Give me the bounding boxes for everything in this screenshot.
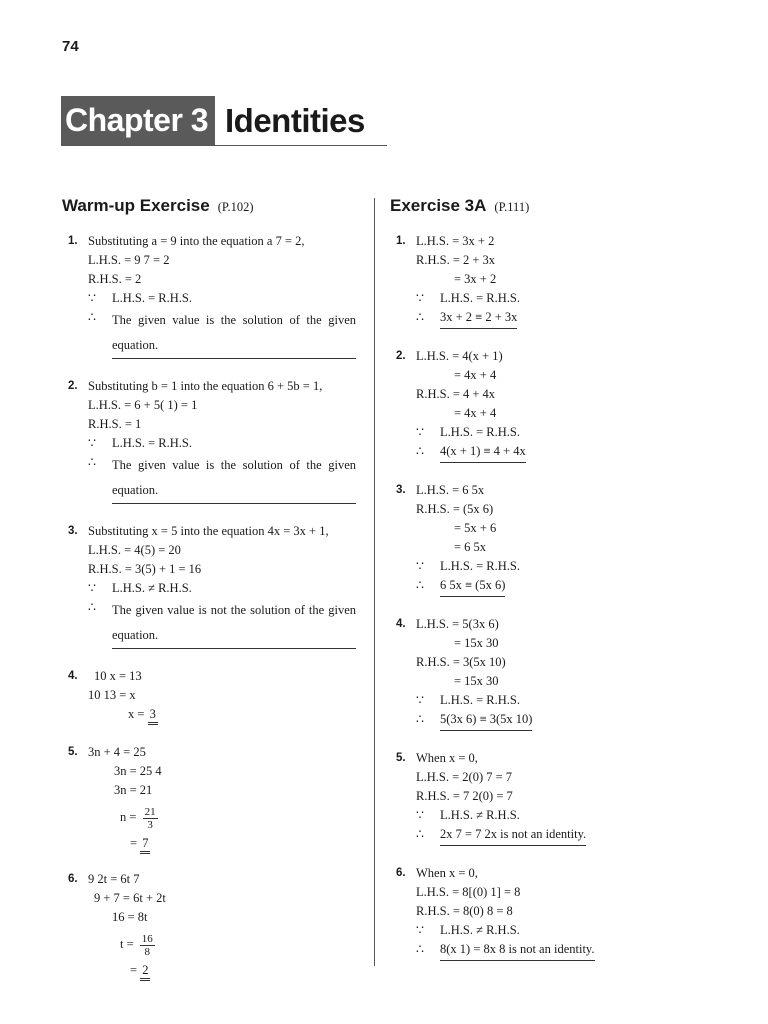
therefore-symbol: ∴ [416,712,424,726]
page-number: 74 [62,38,79,55]
because-symbol: ∵ [416,693,424,707]
solution-line: = 4x + 4 [454,368,497,382]
because-symbol: ∵ [416,291,424,305]
therefore-line [416,442,680,463]
solution-line: L.H.S. = 5(3x 6) [416,617,499,631]
solution-line: 3n + 4 = 25 [88,745,146,759]
because-symbol: ∵ [416,425,424,439]
solution-line: Substituting b = 1 into the equation 6 + 5b = 1, [88,379,323,393]
solution-line: L.H.S. = 3x + 2 [416,234,495,248]
question-number: 2. [68,380,78,392]
because-text: L.H.S. = R.H.S. [112,291,192,305]
chapter-label: Chapter 3 [61,96,215,145]
question-number: 1. [68,235,78,247]
solution-line: L.H.S. = 2(0) 7 = 7 [416,770,513,784]
exercise-q4 [390,615,680,731]
equals-sign: = [130,836,138,850]
because-symbol: ∵ [416,559,424,573]
therefore-line [88,308,362,359]
therefore-line [416,710,680,731]
because-text: L.H.S. = R.H.S. [440,693,520,707]
chapter-title: Identities [225,102,365,139]
question-number: 6. [68,873,78,885]
solution-line [88,961,362,981]
exercise-q3 [390,481,680,597]
solution-line: 9 2t = 6t 7 [88,872,140,886]
because-text: L.H.S. = R.H.S. [440,291,520,305]
warmup-page-ref: (P.102) [217,200,254,214]
because-text: L.H.S. = R.H.S. [440,559,520,573]
therefore-line [416,308,680,329]
fraction-denominator: 3 [147,818,153,831]
warmup-q5 [62,743,362,854]
because-text: L.H.S. = R.H.S. [440,425,520,439]
because-line [416,691,680,710]
solution-line: 3n = 21 [114,783,153,797]
fraction [143,806,158,831]
because-line [88,434,362,453]
warmup-title: Warm-up Exercise [62,196,210,215]
conclusion-text: 8(x 1) = 8x 8 is not an identity. [440,940,595,961]
because-line [416,423,680,442]
because-symbol: ∵ [88,436,96,450]
question-number: 4. [68,670,78,682]
exercise-q2 [390,347,680,463]
solution-line: L.H.S. = 6 5x [416,483,485,497]
therefore-symbol: ∴ [88,310,96,324]
because-symbol: ∵ [88,291,96,305]
final-answer: 2 [140,963,150,981]
fraction-denominator: 8 [144,945,151,958]
exercise-3a-page-ref: (P.111) [494,200,530,214]
solution-line: R.H.S. = (5x 6) [416,502,494,516]
therefore-line [416,940,680,961]
because-symbol: ∵ [416,808,424,822]
therefore-line [88,453,362,504]
therefore-line [416,576,680,597]
solution-line [88,834,362,854]
final-answer: 3 [148,707,158,725]
solution-line: When x = 0, [416,866,478,880]
because-line [416,806,680,825]
solution-line: = 4x + 4 [454,406,497,420]
therefore-line [88,598,362,649]
conclusion-text: The given value is the solution of the given equation. [112,308,356,359]
therefore-symbol: ∴ [416,942,424,956]
warmup-q3 [62,522,362,649]
exercise-3a-title: Exercise 3A [390,196,487,215]
column-divider [374,198,375,966]
solution-line: R.H.S. = 7 2(0) = 7 [416,789,513,803]
therefore-symbol: ∴ [416,827,424,841]
because-text: L.H.S. ≠ R.H.S. [440,923,520,937]
warmup-q6 [62,870,362,981]
because-line [416,921,680,940]
question-number: 3. [396,484,406,496]
equation-lhs: n = [120,810,137,824]
because-text: L.H.S. = R.H.S. [112,436,192,450]
therefore-symbol: ∴ [416,444,424,458]
exercise-q1 [390,232,680,329]
exercise-q5 [390,749,680,846]
conclusion-text: The given value is not the solution of the given equation. [112,598,356,649]
conclusion-text: 2x 7 = 7 2x is not an identity. [440,825,586,846]
solution-line: 10 x = 13 [94,669,142,683]
question-number: 5. [68,746,78,758]
because-line [416,289,680,308]
warmup-q1 [62,232,362,359]
fraction-numerator: 16 [141,932,153,945]
solution-line: = 3x + 2 [454,272,497,286]
because-text: L.H.S. ≠ R.H.S. [112,581,192,595]
solution-line: L.H.S. = 8[(0) 1] = 8 [416,885,521,899]
because-symbol: ∵ [416,923,424,937]
solution-line: = 15x 30 [454,674,499,688]
conclusion-text: The given value is the solution of the given equation. [112,453,356,504]
solution-line: Substituting a = 9 into the equation a 7 = 2, [88,234,305,248]
because-line [88,579,362,598]
solution-line: = 5x + 6 [454,521,497,535]
solution-line: R.H.S. = 2 + 3x [416,253,496,267]
therefore-symbol: ∴ [88,455,96,469]
because-symbol: ∵ [88,581,96,595]
conclusion-text: 3x + 2 ≡ 2 + 3x [440,308,517,329]
warmup-column [62,196,362,981]
because-text: L.H.S. ≠ R.H.S. [440,808,520,822]
final-answer: 7 [140,836,150,854]
question-number: 4. [396,618,406,630]
fraction-numerator: 21 [144,805,156,818]
solution-line: When x = 0, [416,751,478,765]
therefore-symbol: ∴ [416,310,424,324]
solution-line: = 15x 30 [454,636,499,650]
conclusion-text: 6 5x ≡ (5x 6) [440,576,505,597]
warmup-heading [62,196,362,220]
conclusion-text: 4(x + 1) ≡ 4 + 4x [440,442,526,463]
exercise-3a-heading [390,196,680,220]
chapter-rule [61,145,387,146]
question-number: 3. [68,525,78,537]
solution-line: Substituting x = 5 into the equation 4x = 3x + 1, [88,524,329,538]
solution-line [88,800,362,834]
solution-line: L.H.S. = 9 7 = 2 [88,253,170,267]
solution-line: = 6 5x [454,540,487,554]
solution-line: 10 13 = x [88,688,136,702]
solution-line: R.H.S. = 4 + 4x [416,387,496,401]
fraction [140,933,155,958]
because-line [88,289,362,308]
therefore-symbol: ∴ [88,600,96,614]
solution-line [88,705,362,725]
solution-line: R.H.S. = 2 [88,272,142,286]
equals-sign: = [130,963,138,977]
solution-line: 9 + 7 = 6t + 2t [94,891,166,905]
solution-line: 16 = 8t [112,910,148,924]
warmup-q2 [62,377,362,504]
equation-lhs: t = [120,937,134,951]
question-number: 2. [396,350,406,362]
question-number: 6. [396,867,406,879]
exercise-3a-column [390,196,680,961]
solution-line: R.H.S. = 8(0) 8 = 8 [416,904,513,918]
therefore-line [416,825,680,846]
solution-line: L.H.S. = 4(x + 1) [416,349,503,363]
question-number: 1. [396,235,406,247]
equation-lhs: x = [128,707,145,721]
solution-line: R.H.S. = 1 [88,417,142,431]
question-number: 5. [396,752,406,764]
solution-line [88,927,362,961]
solution-line: L.H.S. = 6 + 5( 1) = 1 [88,398,198,412]
solution-line: 3n = 25 4 [114,764,162,778]
because-line [416,557,680,576]
solution-line: L.H.S. = 4(5) = 20 [88,543,181,557]
solution-line: R.H.S. = 3(5) + 1 = 16 [88,562,202,576]
solution-line: R.H.S. = 3(5x 10) [416,655,506,669]
therefore-symbol: ∴ [416,578,424,592]
warmup-q4 [62,667,362,725]
conclusion-text: 5(3x 6) ≡ 3(5x 10) [440,710,532,731]
exercise-q6 [390,864,680,961]
